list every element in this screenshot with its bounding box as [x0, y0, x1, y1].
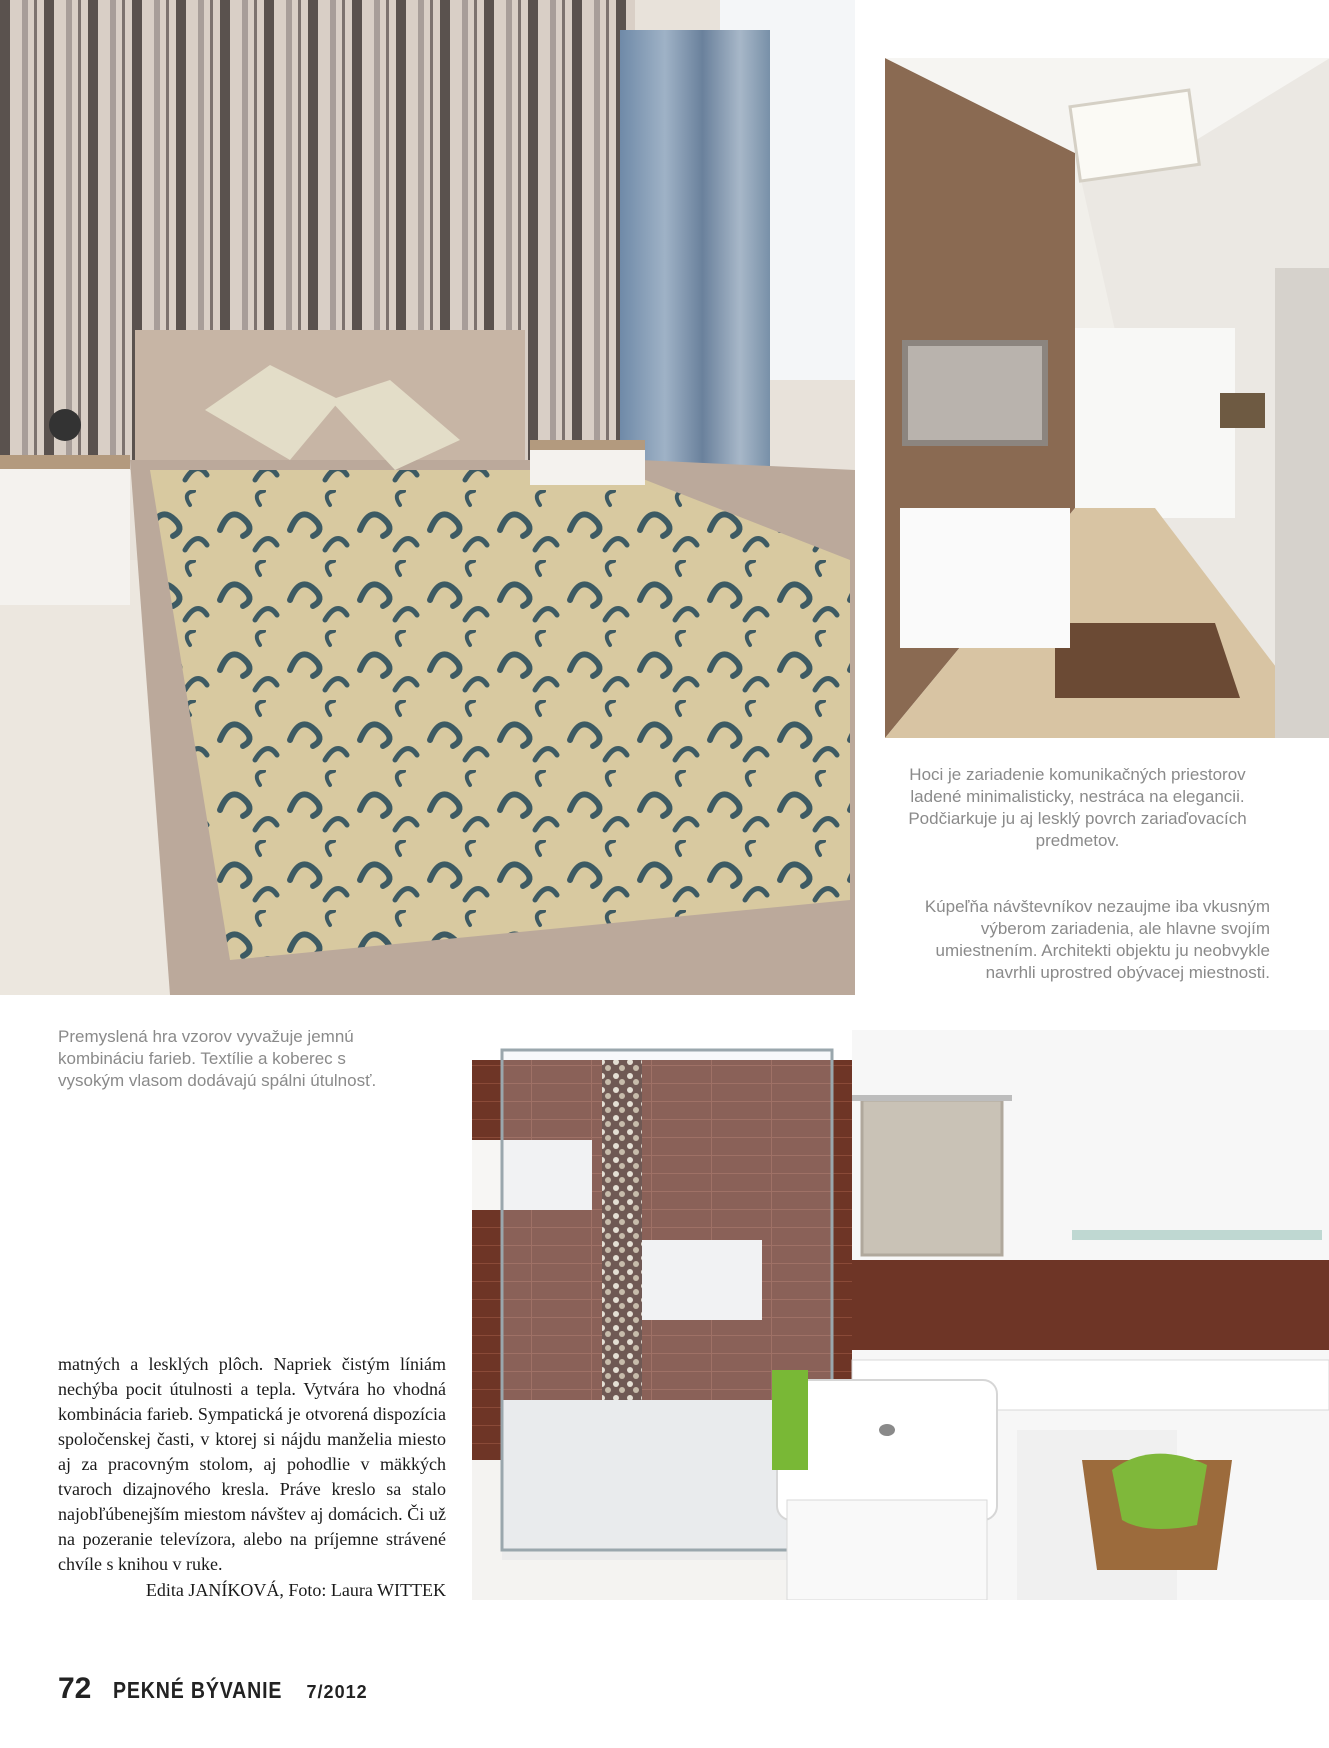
bedroom-caption: Premyslená hra vzorov vyvažuje jemnú kombináciu farieb. Textílie a koberec s vysokým vlasom dodávajú spálni útulnosť.: [58, 1027, 377, 1090]
issue-number: 7/2012: [306, 1682, 368, 1702]
hallway-caption: Hoci je zariadenie komunikačných priestorov ladené minimalisticky, nestráca na elegancii. Podčiarkuje ju aj lesklý povrch zariaďovacích predmetov.: [908, 765, 1247, 850]
magazine-name: PEKNÉ BÝVANIE: [113, 1677, 283, 1703]
bathroom-caption: Kúpeľňa návštevníkov nezaujme iba vkusným výberom zariadenia, ale hlavne svojím umiestnením. Architekti objektu ju neobvykle navrhli uprostred obývacej miestnosti.: [924, 897, 1270, 982]
page-footer: [58, 1672, 368, 1712]
bathroom-photo: [472, 1030, 1329, 1600]
bathroom-illustration: [472, 1030, 1329, 1600]
article-body: matných a lesklých plôch. Napriek čistým líniám nechýba pocit útulnosti a tepla. Vytvára ho vhodná kombinácia farieb. Sympatická je otvorená dispozícia spoločenskej časti, v ktorej si nájdu manželia miesto aj za pracovným stolom, aj pohodlie v mäkkých tvaroch dizajnového kresla. Práve kreslo sa stalo najobľúbenejším miestom návštev aj domácich. Či už na pozeranie televízora, alebo na príjemne strávené chvíle s knihou v ruke.: [58, 1354, 446, 1574]
page-number: 72: [58, 1672, 92, 1705]
bedroom-photo: [0, 0, 855, 995]
hallway-photo: [885, 58, 1329, 738]
article-credit: Edita JANÍKOVÁ, Foto: Laura WITTEK: [145, 1580, 446, 1600]
hallway-illustration: [885, 58, 1329, 738]
bedroom-illustration: [0, 0, 855, 995]
